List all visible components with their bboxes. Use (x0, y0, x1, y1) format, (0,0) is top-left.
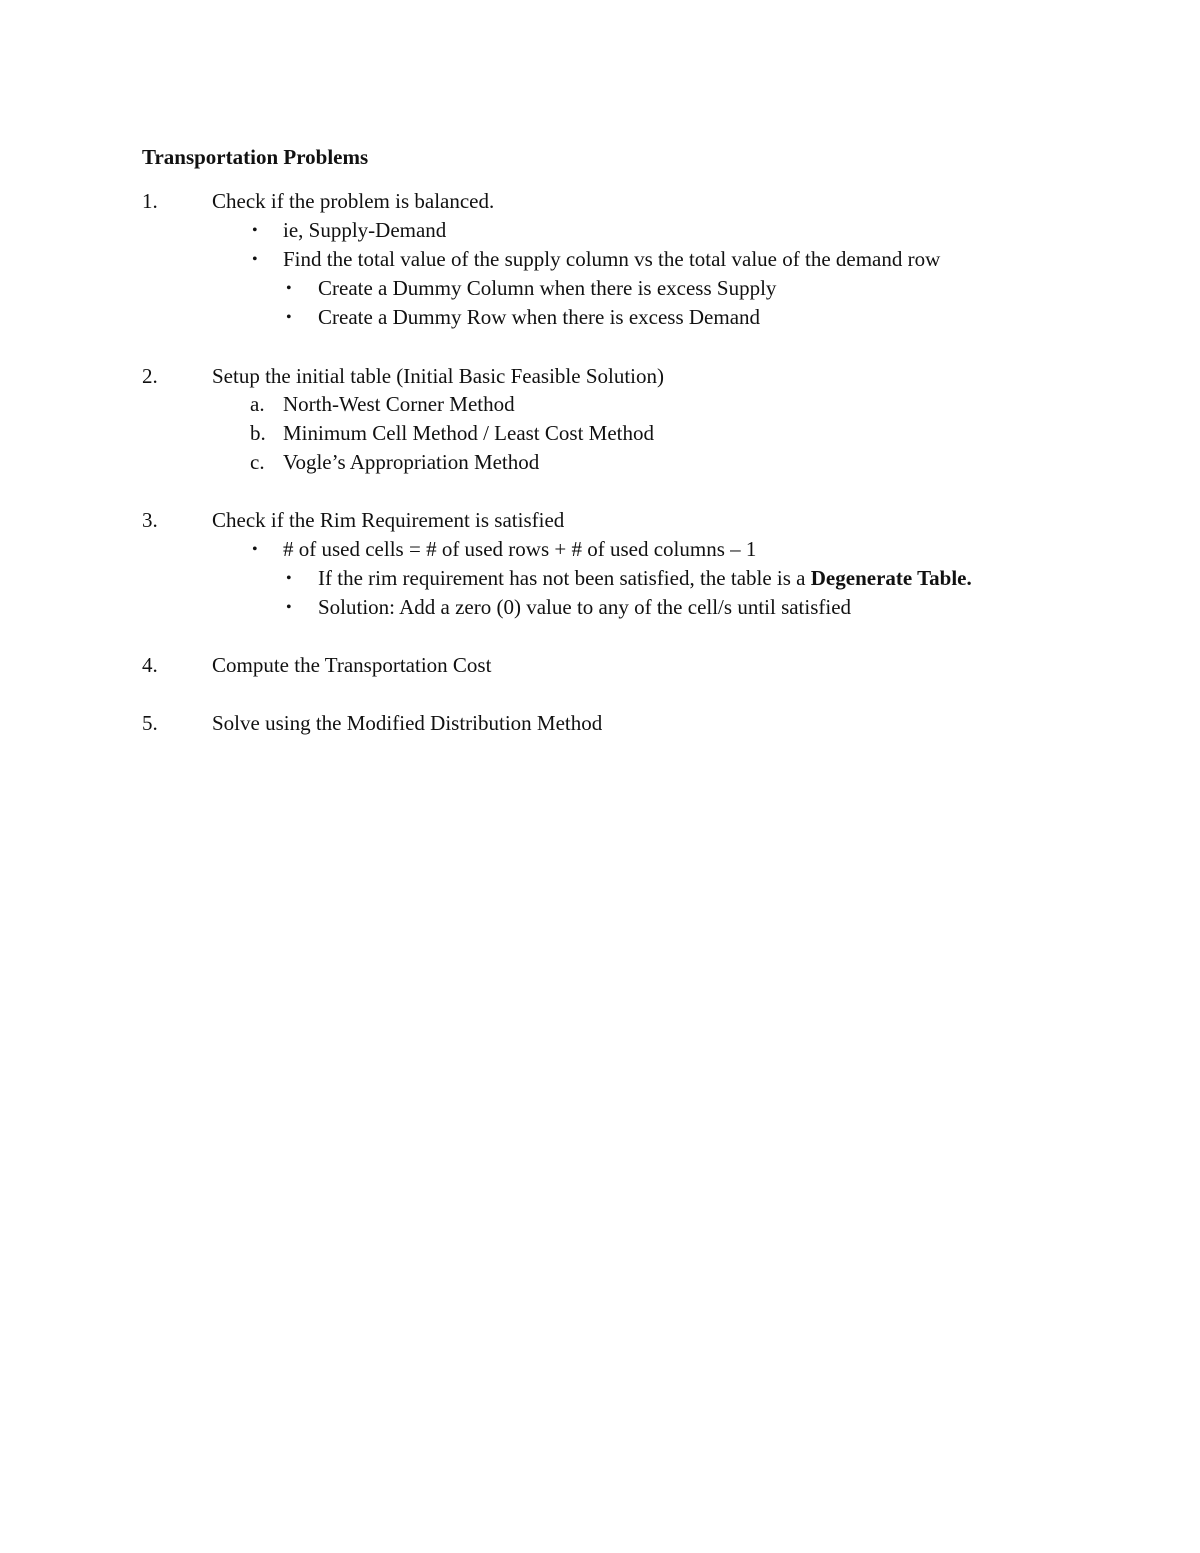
step-1-bullet-2: Find the total value of the supply column vs the total value of the demand row (283, 247, 941, 271)
step-5-text: Solve using the Modified Distribution Method (212, 711, 603, 735)
step-1-number: 1. (142, 189, 158, 213)
step-3-sub-bullet-1-text: If the rim requirement has not been satisfied, the table is a (318, 566, 811, 590)
option-b-letter: b. (250, 421, 266, 445)
step-2-text: Setup the initial table (Initial Basic Feasible Solution) (212, 364, 665, 388)
step-1-text: Check if the problem is balanced. (212, 189, 495, 213)
bullet-icon: • (252, 222, 258, 239)
bullet-icon: • (286, 280, 292, 297)
bullet-icon: • (286, 599, 292, 616)
bullet-icon: • (252, 541, 258, 558)
step-3-sub-bullet-1 (318, 565, 972, 591)
step-3-sub-bullet-2: Solution: Add a zero (0) value to any of the cell/s until satisfied (318, 595, 852, 619)
step-3-text: Check if the Rim Requirement is satisfied (212, 508, 565, 532)
step-1-sub-bullet-1: Create a Dummy Column when there is excess Supply (318, 276, 777, 300)
option-a-text: North-West Corner Method (283, 392, 515, 416)
step-3-number: 3. (142, 508, 158, 532)
option-b-text: Minimum Cell Method / Least Cost Method (283, 421, 654, 445)
step-2-number: 2. (142, 364, 158, 388)
degenerate-table-term: Degenerate Table. (810, 566, 972, 590)
step-4-text: Compute the Transportation Cost (212, 653, 492, 677)
step-1-bullet-1: ie, Supply-Demand (283, 218, 447, 242)
step-5-number: 5. (142, 711, 158, 735)
bullet-icon: • (286, 309, 292, 326)
option-c-letter: c. (250, 450, 265, 474)
bullet-icon: • (286, 570, 292, 587)
bullet-icon: • (252, 251, 258, 268)
step-1-sub-bullet-2: Create a Dummy Row when there is excess Demand (318, 305, 761, 329)
page-title: Transportation Problems (142, 145, 369, 169)
step-3-bullet-1: # of used cells = # of used rows + # of used columns – 1 (283, 537, 757, 561)
option-c-text: Vogle’s Appropriation Method (283, 450, 540, 474)
option-a-letter: a. (250, 392, 265, 416)
step-4-number: 4. (142, 653, 158, 677)
